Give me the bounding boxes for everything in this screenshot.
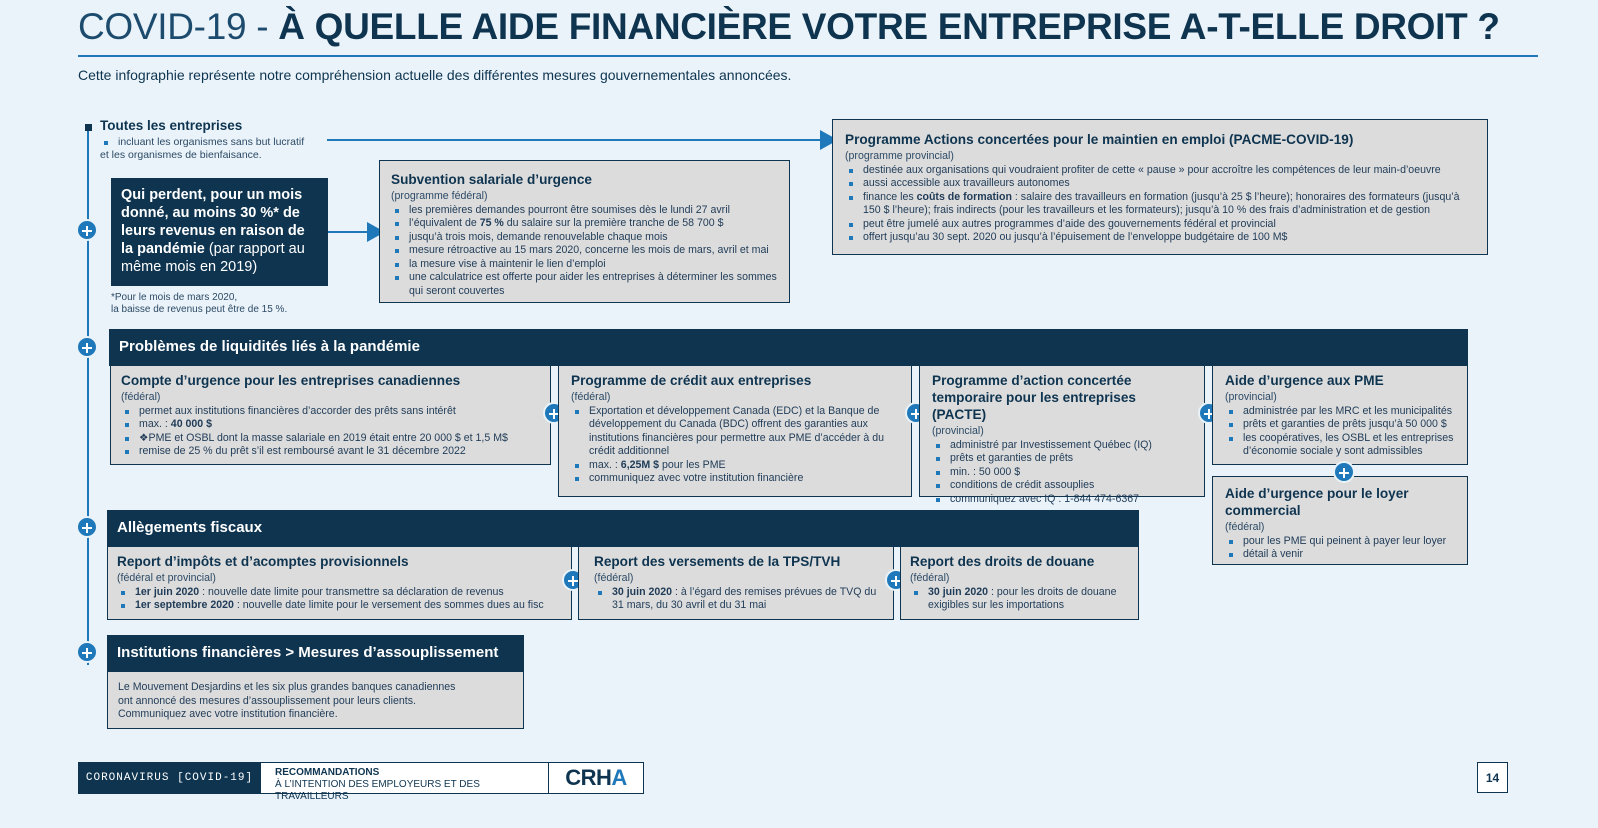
note-line: la baisse de revenus peut être de 15 %. <box>111 304 288 315</box>
list-item: administré par Investissement Québec (IQ) <box>950 439 1192 453</box>
list-item: max. : 40 000 $ <box>139 418 540 432</box>
list-item: remise de 25 % du prêt s’il est remboursé avant le 31 décembre 2022 <box>139 445 540 459</box>
plus-icon[interactable] <box>76 336 98 358</box>
plus-icon[interactable] <box>76 641 98 663</box>
impots-title: Report d’impôts et d’acomptes provisionnels <box>117 554 409 569</box>
criteria-note <box>111 292 287 316</box>
criteria-normal: (par rapport au même mois en 2019) <box>121 241 305 275</box>
tps-title: Report des versements de la TPS/TVH <box>594 554 841 569</box>
list-item: 30 juin 2020 : pour les droits de douane exigibles sur les importations <box>928 586 1129 613</box>
footer-recommendations <box>261 762 549 802</box>
pacte-card <box>919 365 1205 505</box>
list-item: aussi accessible aux travailleurs autonomes <box>863 177 1475 191</box>
subvention-card <box>379 160 790 303</box>
subtitle: Cette infographie représente notre compréhension actuelle des différentes mesures gouvernementales annoncées. <box>78 67 792 83</box>
note-line: *Pour le mois de mars 2020, <box>111 292 238 303</box>
connector-line <box>328 231 368 233</box>
criteria-box <box>111 178 328 286</box>
pacte-sub: (provincial) <box>932 425 984 437</box>
list-item: max. : 6,25M $ pour les PME <box>589 459 899 473</box>
institutions-line: ont annoncé des mesures d’assouplissement pour leurs clients. <box>118 694 416 707</box>
all-companies-title: Toutes les entreprises <box>100 118 243 133</box>
plus-icon[interactable] <box>76 219 98 241</box>
pce-sub: (fédéral) <box>571 391 611 403</box>
list-item: les coopératives, les OSBL et les entreprises d’économie sociale y sont admissibles <box>1243 431 1454 457</box>
list-item: 1er septembre 2020 : nouvelle date limite pour le versement des sommes dues au fisc <box>135 599 562 613</box>
list-item: détail à venir <box>1243 548 1455 562</box>
list-item: incluant les organismes sans but lucratif <box>118 136 330 149</box>
loyer-title: Aide d’urgence pour le loyer commercial <box>1225 486 1409 518</box>
tps-sub: (fédéral) <box>594 572 634 584</box>
list-item: offert jusqu’au 30 sept. 2020 ou jusqu’à l’épuisement de l’enveloppe budgétaire de 100 M$ <box>863 231 1475 245</box>
list-item: l’équivalent de 75 % du salaire sur la première tranche de 58 700 $ <box>409 217 778 231</box>
fiscal-bar: Allègements fiscaux <box>107 510 1139 547</box>
page-number: 14 <box>1477 762 1508 793</box>
criteria-bold: Qui perdent, pour un mois donné, au moins 30 %* de leurs revenus en raison de la pandémie <box>121 187 305 257</box>
plus-icon[interactable] <box>76 516 98 538</box>
pacme-title: Programme Actions concertées pour le maintien en emploi (PACME-COVID-19) <box>845 132 1354 147</box>
list-item: les premières demandes pourront être soumises dès le lundi 27 avril <box>409 204 778 218</box>
douane-title: Report des droits de douane <box>910 554 1095 569</box>
liquidity-bar: Problèmes de liquidités liés à la pandémie <box>109 329 1468 366</box>
list-item: conditions de crédit assouplies <box>950 479 1192 493</box>
list-item: pour les PME qui peinent à payer leur loyer <box>1243 535 1455 549</box>
pacme-sub: (programme provincial) <box>845 150 954 162</box>
list-item-continuation: et les organismes de bienfaisance. <box>100 149 262 161</box>
douane-sub: (fédéral) <box>910 572 950 584</box>
timeline-start-marker <box>85 124 92 131</box>
subvention-sub: (programme fédéral) <box>391 190 488 202</box>
footer-tag: CORONAVIRUS [COVID-19] <box>78 762 261 794</box>
list-item: une calculatrice est offerte pour aider les entreprises à déterminer les sommes qui seront couvertes <box>409 271 777 297</box>
list-item: communiquez avec IQ : 1-844 474-6367 <box>950 493 1192 507</box>
douane-card <box>900 546 1139 620</box>
loyer-sub: (fédéral) <box>1225 521 1265 533</box>
timeline-line <box>87 125 89 665</box>
pme-title: Aide d’urgence aux PME <box>1225 373 1384 388</box>
list-item: finance les coûts de formation : salaire des travailleurs en formation (jusqu’à 25 $ l’heure); honoraires des formateurs (jusqu’à 150 $ l’heure); frais indirects (pour les travailleurs et les formateurs); jusqu’à 10 % des frais d’administration et de gestion <box>863 191 1475 218</box>
institutions-line: Communiquez avec votre institution financière. <box>118 708 338 720</box>
title-rule <box>78 55 1538 57</box>
footer-rec-title: RECOMMANDATIONS <box>275 767 380 778</box>
institutions-line: Le Mouvement Desjardins et les six plus grandes banques canadiennes <box>118 681 456 693</box>
list-item: destinée aux organisations qui voudraient profiter de cette « pause » pour accroître les compétences de leur main-d’oeuvre <box>863 164 1475 178</box>
plus-icon[interactable] <box>1333 461 1355 483</box>
list-item: ❖PME et OSBL dont la masse salariale en 2019 était entre 20 000 $ et 1,5 M$ <box>139 432 540 446</box>
institutions-card <box>107 671 524 729</box>
tps-card <box>578 546 894 620</box>
list-item: 30 juin 2020 : à l’égard des remises prévues de TVQ du 31 mars, du 30 avril et du 31 mai <box>612 585 877 611</box>
list-item: prêts et garanties de prêts <box>950 452 1192 466</box>
ceba-sub: (fédéral) <box>121 391 161 403</box>
pacme-card <box>832 119 1488 255</box>
pce-title: Programme de crédit aux entreprises <box>571 373 812 388</box>
crha-logo: CRH A <box>549 762 644 794</box>
list-item: administrée par les MRC et les municipalités <box>1243 405 1455 419</box>
impots-card <box>107 546 572 620</box>
pme-card <box>1212 365 1468 465</box>
subvention-title: Subvention salariale d’urgence <box>391 172 592 187</box>
loyer-card <box>1212 476 1468 565</box>
list-item: la mesure vise à maintenir le lien d’emploi <box>409 258 778 272</box>
list-item: mesure rétroactive au 15 mars 2020, concerne les mois de mars, avril et mai <box>409 244 778 258</box>
list-item: communiquez avec votre institution financière <box>589 472 899 486</box>
list-item: min. : 50 000 $ <box>950 466 1192 480</box>
all-companies-sub <box>100 136 330 162</box>
institutions-bar: Institutions financières > Mesures d’assouplissement <box>107 635 524 672</box>
title-main: À QUELLE AIDE FINANCIÈRE VOTRE ENTREPRISE A-T-ELLE DROIT ? <box>278 6 1500 47</box>
list-item: Exportation et développement Canada (EDC) et la Banque de développement du Canada (BDC) offrent des garanties aux institutions financières pour permettre aux PME d’accéder à du crédit additionnel <box>589 405 899 459</box>
list-item: 1er juin 2020 : nouvelle date limite pour transmettre sa déclaration de revenus <box>135 586 562 600</box>
list-item: permet aux institutions financières d’accorder des prêts sans intérêt <box>139 405 540 419</box>
list-item: peut être jumelé aux autres programmes d’aide des gouvernements fédéral et provincial <box>863 218 1475 232</box>
connector-line <box>327 139 821 141</box>
ceba-title: Compte d’urgence pour les entreprises canadiennes <box>121 373 461 388</box>
pacte-title: Programme d’action concertée temporaire pour les entreprises (PACTE) <box>932 373 1136 422</box>
pce-card <box>558 365 912 497</box>
title-prefix: COVID-19 - <box>78 6 279 47</box>
list-item: jusqu’à trois mois, demande renouvelable chaque mois <box>409 231 778 245</box>
list-item: prêts et garanties de prêts jusqu’à 50 000 $ <box>1243 418 1455 432</box>
footer-rec-sub: À L’INTENTION DES EMPLOYEURS ET DES TRAVAILLEURS <box>275 779 480 802</box>
page-title <box>78 6 1500 48</box>
pme-sub: (provincial) <box>1225 391 1277 403</box>
impots-sub: (fédéral et provincial) <box>117 572 216 584</box>
ceba-card <box>110 365 551 465</box>
